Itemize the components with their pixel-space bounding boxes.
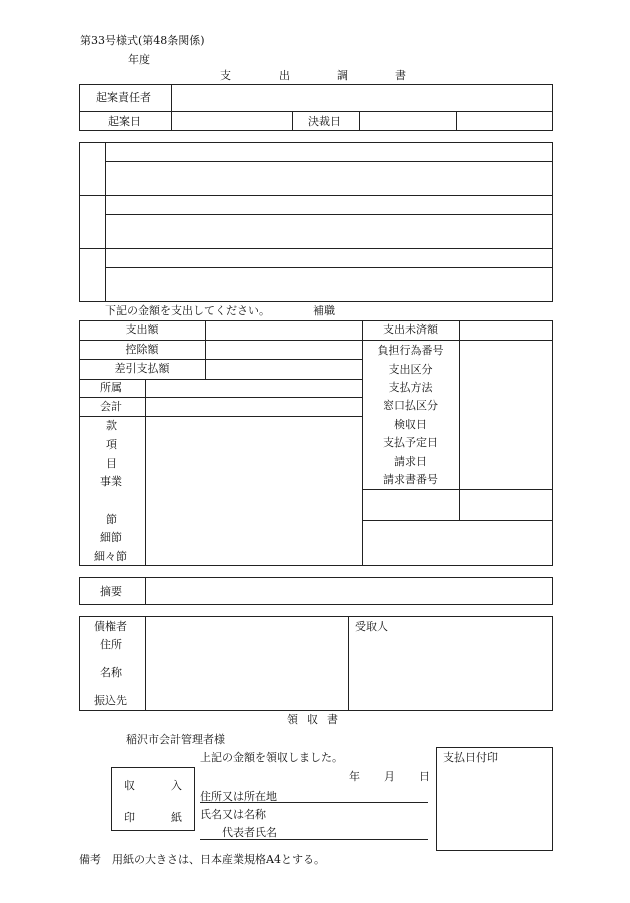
summary-field[interactable]	[146, 578, 552, 604]
instruction-text: 下記の金額を支出してください。	[105, 304, 270, 317]
payment-date-stamp-label: 支払日付印	[443, 751, 498, 764]
right-details-field[interactable]	[460, 341, 552, 488]
decision-date-label: 決裁日	[308, 115, 341, 128]
stamp-char-1: 収	[124, 779, 135, 792]
saisetsu-label: 細節	[100, 531, 122, 544]
receipt-title-char-3: 書	[327, 713, 338, 726]
deduction-amount-label: 控除額	[125, 343, 159, 356]
unpaid-amount-label: 支出未済額	[383, 323, 438, 336]
right-row-divider	[362, 489, 553, 490]
department-label: 所属	[100, 381, 122, 394]
stamp-char-2: 入	[171, 779, 182, 792]
supplementary-label: 補職	[313, 304, 335, 317]
blank-block-group-divider	[79, 195, 553, 196]
budget-code-field[interactable]	[146, 417, 361, 565]
payment-category-label: 支出区分	[388, 363, 433, 376]
blank-block-row-divider	[105, 214, 553, 215]
drafter-label: 起案責任者	[96, 91, 151, 104]
creditor-field[interactable]	[146, 617, 347, 710]
department-field[interactable]	[146, 380, 361, 396]
payment-amount-field[interactable]	[206, 321, 361, 339]
decision-date-field[interactable]	[360, 112, 455, 130]
header-row-divider	[79, 111, 553, 112]
account-label: 会計	[100, 400, 122, 413]
setsu-label: 節	[106, 513, 117, 526]
unpaid-amount-field[interactable]	[460, 321, 552, 339]
receipt-title-char-1: 領	[287, 713, 298, 726]
blank-block-row-divider	[105, 267, 553, 268]
blank-block	[79, 142, 553, 302]
creditor-address-label: 住所	[100, 638, 122, 651]
doc-title-char-2: 出	[279, 69, 290, 82]
draft-date-field[interactable]	[172, 112, 291, 130]
account-field[interactable]	[146, 398, 361, 415]
receipt-address-line	[200, 802, 428, 803]
net-payment-label: 差引支払額	[114, 362, 170, 375]
blank-block-col-divider	[105, 142, 106, 302]
receipt-statement: 上記の金額を領収しました。	[200, 751, 343, 764]
receipt-name-field[interactable]	[285, 822, 428, 838]
creditor-label: 債権者	[94, 620, 127, 633]
invoice-date-label: 請求日	[394, 455, 427, 468]
doc-title-char-1: 支	[220, 69, 231, 82]
blank-block-row-divider	[105, 161, 553, 162]
receipt-rep-line	[200, 839, 428, 840]
receipt-year-label: 年	[349, 770, 360, 783]
net-payment-field[interactable]	[206, 360, 361, 378]
receipt-rep-label: 代表者氏名	[222, 826, 277, 839]
receipt-name-label: 氏名又は名称	[200, 808, 266, 821]
drafter-field[interactable]	[172, 85, 552, 110]
payment-method-label: 支払方法	[388, 381, 433, 394]
stamp-char-3: 印	[124, 811, 135, 824]
draft-date-label: 起案日	[108, 115, 141, 128]
fiscal-year-label: 年度	[128, 53, 150, 66]
header-col-divider	[456, 111, 457, 131]
counter-category-label: 窓口払区分	[383, 399, 438, 412]
blank-block-group-divider	[79, 248, 553, 249]
moku-label: 目	[106, 457, 117, 470]
footer-note: 備考 用紙の大きさは、日本産業規格A4とする。	[79, 853, 325, 866]
recipient-field[interactable]	[349, 634, 552, 710]
inspection-date-label: 検収日	[394, 418, 427, 431]
doc-title-char-4: 書	[395, 69, 406, 82]
kan-label: 款	[106, 419, 117, 432]
scheduled-date-label: 支払予定日	[383, 436, 438, 449]
summary-label: 摘要	[100, 585, 122, 598]
header-col-divider	[292, 111, 293, 131]
receipt-address-label: 住所又は所在地	[200, 790, 277, 803]
payment-amount-label: 支出額	[125, 323, 159, 336]
receipt-addressee: 稲沢市会計管理者様	[126, 733, 225, 746]
transfer-label: 振込先	[94, 694, 127, 707]
receipt-address-field[interactable]	[285, 788, 428, 801]
receipt-month-label: 月	[384, 770, 395, 783]
right-row-divider	[362, 520, 553, 521]
invoice-number-label: 請求書番号	[383, 473, 438, 486]
receipt-day-label: 日	[419, 770, 430, 783]
doc-title-char-3: 調	[337, 69, 348, 82]
creditor-name-label: 名称	[100, 666, 122, 679]
project-label: 事業	[100, 475, 122, 488]
recipient-label: 受取人	[355, 620, 388, 633]
form-number: 第33号様式(第48条関係)	[80, 34, 205, 47]
receipt-title-char-2: 収	[307, 713, 318, 726]
obligation-number-label: 負担行為番号	[377, 344, 444, 357]
stamp-char-4: 紙	[171, 811, 182, 824]
kou-label: 項	[106, 438, 117, 451]
deduction-amount-field[interactable]	[206, 341, 361, 358]
saisaisetsu-label: 細々節	[94, 550, 127, 563]
